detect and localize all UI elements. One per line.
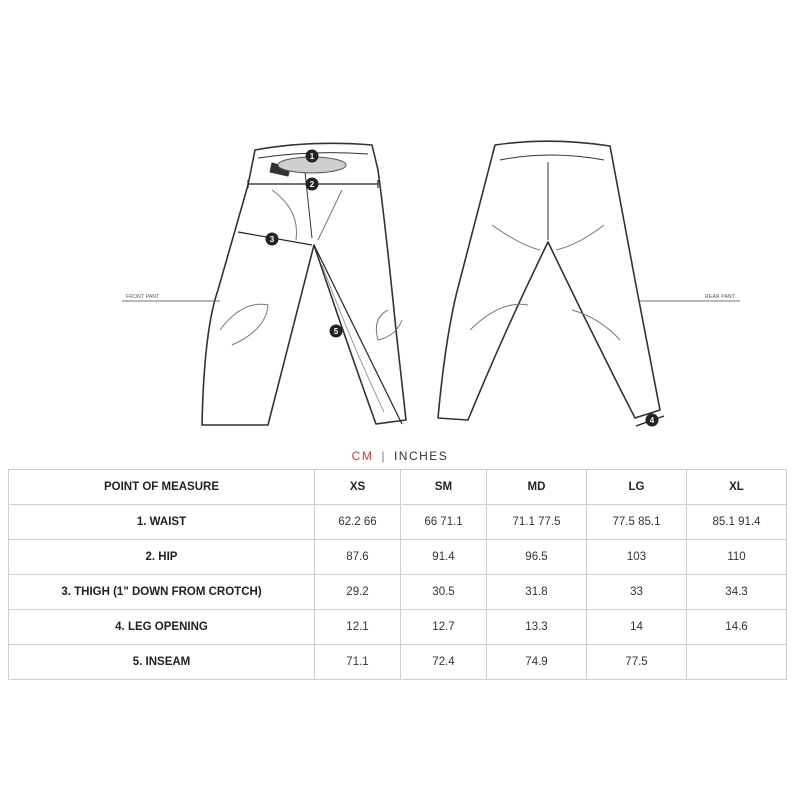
header-point-of-measure: POINT OF MEASURE [9,470,315,505]
table-cell: 34.3 [687,575,787,610]
table-cell: 96.5 [487,540,587,575]
unit-toggle [0,449,800,463]
front-pant-label: FRONT PANT [126,294,160,300]
table-cell: 85.1 91.4 [687,505,787,540]
svg-text:3: 3 [269,235,275,244]
table-cell: 110 [687,540,787,575]
table-row [9,540,787,575]
svg-text:5: 5 [333,327,339,336]
front-pant-illustration [202,143,406,425]
unit-cm-option[interactable]: CM [351,449,374,463]
size-chart-table [8,469,787,680]
table-cell: 31.8 [487,575,587,610]
marker-1 [306,150,319,163]
header-lg: LG [587,470,687,505]
rear-pant-label: REAR PANT [705,294,736,300]
table-cell: 12.7 [401,610,487,645]
table-cell: 14 [587,610,687,645]
row-label: 5. INSEAM [9,645,315,680]
marker-4 [646,414,659,427]
row-label: 1. WAIST [9,505,315,540]
table-cell: 77.5 [587,645,687,680]
table-cell: 91.4 [401,540,487,575]
rear-pant-illustration [438,141,660,420]
table-cell: 103 [587,540,687,575]
table-cell: 29.2 [315,575,401,610]
table-cell [687,645,787,680]
marker-2 [306,178,319,191]
unit-separator: | [381,449,386,463]
table-cell: 87.6 [315,540,401,575]
table-cell: 66 71.1 [401,505,487,540]
table-cell: 33 [587,575,687,610]
table-cell: 71.1 77.5 [487,505,587,540]
svg-text:1: 1 [309,152,315,161]
table-row [9,645,787,680]
table-cell: 30.5 [401,575,487,610]
row-label: 2. HIP [9,540,315,575]
table-cell: 74.9 [487,645,587,680]
marker-3 [266,233,279,246]
table-cell: 77.5 85.1 [587,505,687,540]
header-xl: XL [687,470,787,505]
row-label: 3. THIGH (1" DOWN FROM CROTCH) [9,575,315,610]
table-row [9,505,787,540]
header-xs: XS [315,470,401,505]
svg-text:4: 4 [649,416,655,425]
header-md: MD [487,470,587,505]
table-cell: 12.1 [315,610,401,645]
table-cell: 13.3 [487,610,587,645]
row-label: 4. LEG OPENING [9,610,315,645]
table-header-row [9,470,787,505]
marker-5 [330,325,343,338]
unit-inches-option[interactable]: INCHES [393,449,449,463]
table-cell: 62.2 66 [315,505,401,540]
table-cell: 71.1 [315,645,401,680]
table-cell: 72.4 [401,645,487,680]
table-row [9,575,787,610]
header-sm: SM [401,470,487,505]
table-cell: 14.6 [687,610,787,645]
table-row [9,610,787,645]
svg-text:2: 2 [309,180,315,189]
